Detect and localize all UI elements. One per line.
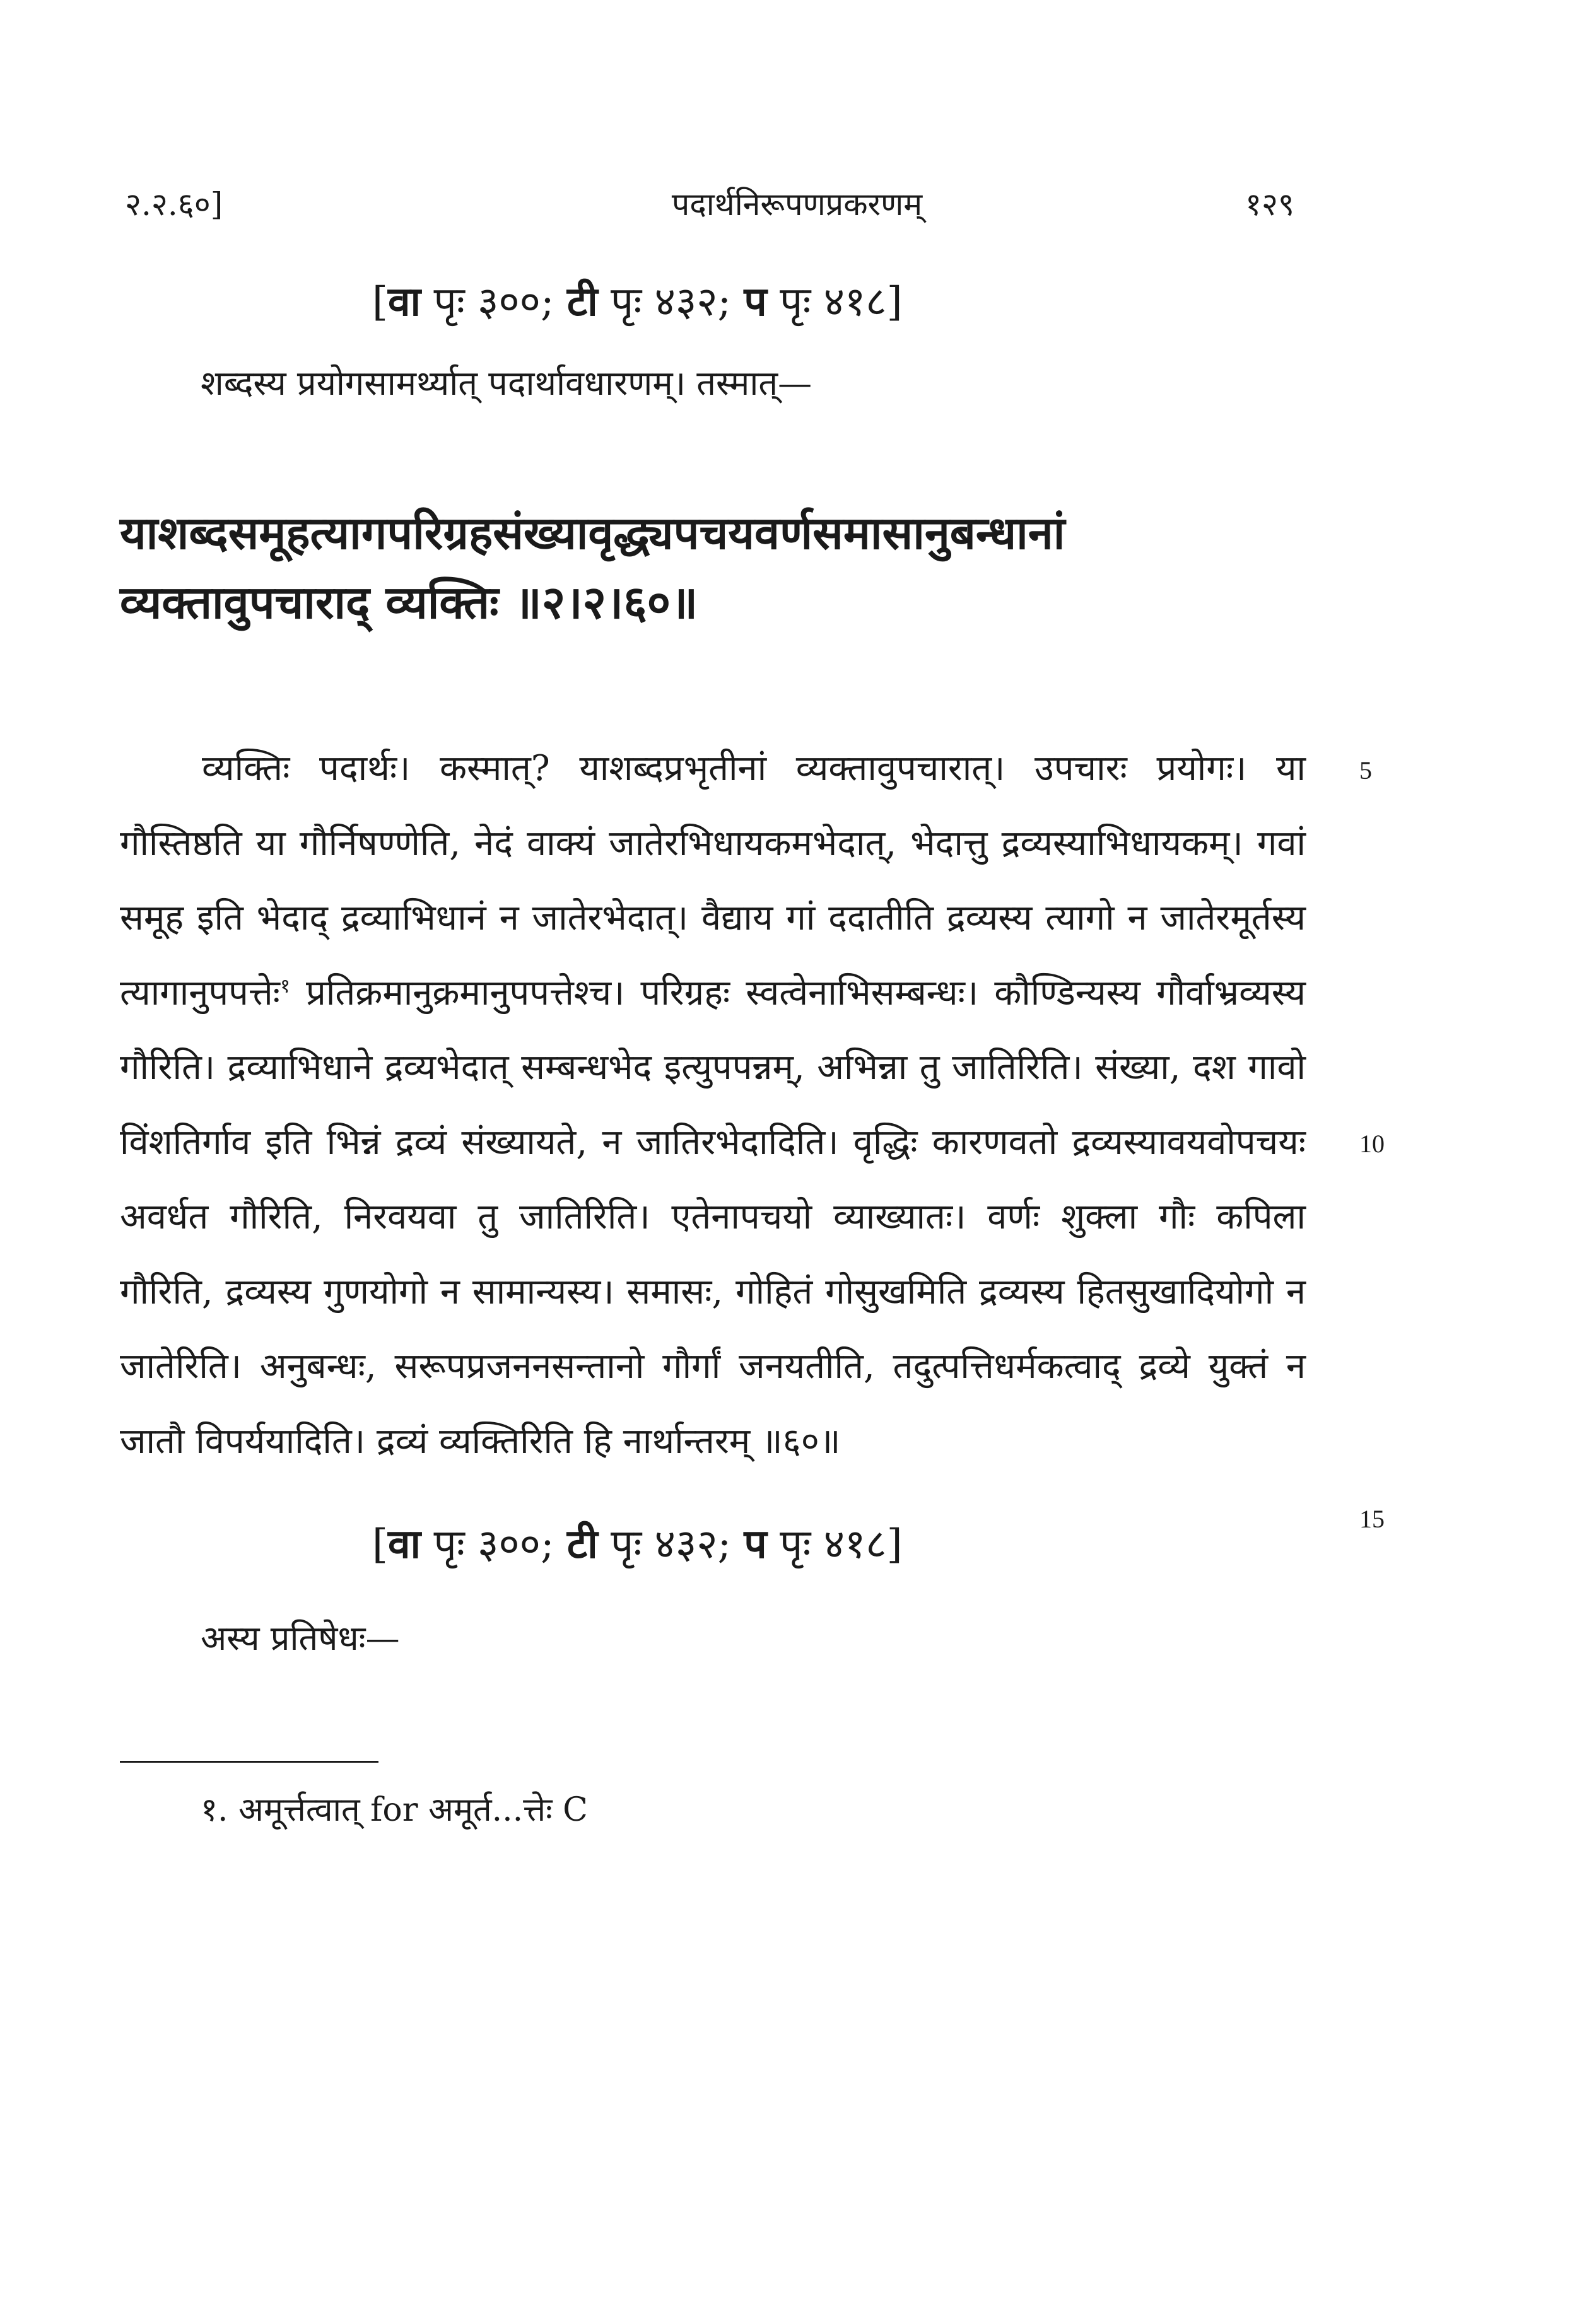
- page-number: १२९: [1245, 186, 1294, 223]
- commentary-paragraph: [120, 732, 1306, 1479]
- ref-va-page: पृः ३००;: [421, 1521, 567, 1568]
- bracket-open: [: [372, 1521, 388, 1568]
- commentary-part-2: प्रतिक्रमानुक्रमानुपपत्तेश्च। परिग्रहः स्वत्वेनाभिसम्बन्धः। कौण्डिन्यस्य गौर्वाभ्रव्यस्य गौरिति। द्रव्याभिधाने द्रव्यभेदात् सम्बन्धभेद इत्युपपन्नम्, अभिन्ना तु जातिरिति। संख्या, दश गावो विंशतिर्गाव इति भिन्नं द्रव्यं संख्यायते, न जातिरभेदादिति। वृद्धिः कारणवतो द्रव्यस्यावयवोपचयः अवर्धत गौरिति, निरवयवा तु जातिरिति। एतेनापचयो व्याख्यातः। वर्णः शुक्ला गौः कपिला गौरिति, द्रव्यस्य गुणयोगो न सामान्यस्य। समासः, गोहितं गोसुखमिति द्रव्यस्य हितसुखादियोगो न जातेरिति। अनुबन्धः, सरूपप्रजननसन्तानो गौर्गां जनयतीति, तदुत्पत्तिधर्मकत्वाद् द्रव्ये युक्तं न जातौ विपर्ययादिति। द्रव्यं व्यक्तिरिति हि नार्थान्तरम् ॥६०॥: [120, 972, 1306, 1462]
- ref-pa: प: [744, 278, 767, 325]
- ref-pa: प: [744, 1521, 767, 1568]
- ref-ti: टी: [566, 278, 598, 325]
- cross-reference-top: [372, 272, 903, 327]
- bracket-close: ]: [886, 279, 903, 325]
- ref-va: वा: [387, 1521, 421, 1568]
- ref-ti: टी: [566, 1521, 598, 1568]
- ref-va: वा: [387, 278, 421, 325]
- footnote: १. अमूर्त्तत्वात् for अमूर्त...त्तेः C: [201, 1791, 588, 1829]
- ref-ti-page: पृः ४३२;: [597, 279, 744, 325]
- running-head-title: पदार्थनिरूपणप्रकरणम्: [671, 186, 923, 223]
- commentary-part-1: व्यक्तिः पदार्थः। कस्मात्? याशब्दप्रभृतीनां व्यक्तावुपचारात्। उपचारः प्रयोगः। या गौस्तिष्ठति या गौर्निषण्णेति, नेदं वाक्यं जातेरभिधायकमभेदात्, भेदात्तु द्रव्यस्याभिधायकम्। गवां समूह इति भेदाद् द्रव्याभिधानं न जातेरभेदात्। वैद्याय गां ददातीति द्रव्यस्य त्यागो न जातेरमूर्तस्य त्यागानुपपत्तेः: [120, 748, 1306, 1013]
- bracket-open: [: [372, 279, 388, 325]
- running-head-section-number: २.२.६०]: [125, 186, 223, 223]
- ref-pa-page: पृः ४१८: [766, 279, 887, 325]
- footnote-separator: [120, 1761, 378, 1763]
- footnote-marker: १: [279, 974, 290, 997]
- line-number: 5: [1359, 756, 1372, 785]
- line-number: 15: [1359, 1505, 1385, 1533]
- sutra-text: याशब्दसमूहत्यागपरिग्रहसंख्यावृद्ध्यपचयवर्णसमासानुबन्धानां व्यक्तावुपचाराद् व्यक्तिः ॥२।२।६०॥: [120, 506, 1065, 629]
- intro-line-top: शब्दस्य प्रयोगसामर्थ्यात् पदार्थावधारणम्। तस्मात्—: [201, 363, 812, 403]
- ref-va-page: पृः ३००;: [421, 279, 567, 325]
- ref-ti-page: पृः ४३२;: [597, 1521, 744, 1568]
- bracket-close: ]: [886, 1521, 903, 1568]
- line-number: 10: [1359, 1130, 1385, 1158]
- intro-line-bottom: अस्य प्रतिषेधः—: [201, 1618, 400, 1658]
- cross-reference-bottom: [372, 1515, 903, 1570]
- ref-pa-page: पृः ४१८: [766, 1521, 887, 1568]
